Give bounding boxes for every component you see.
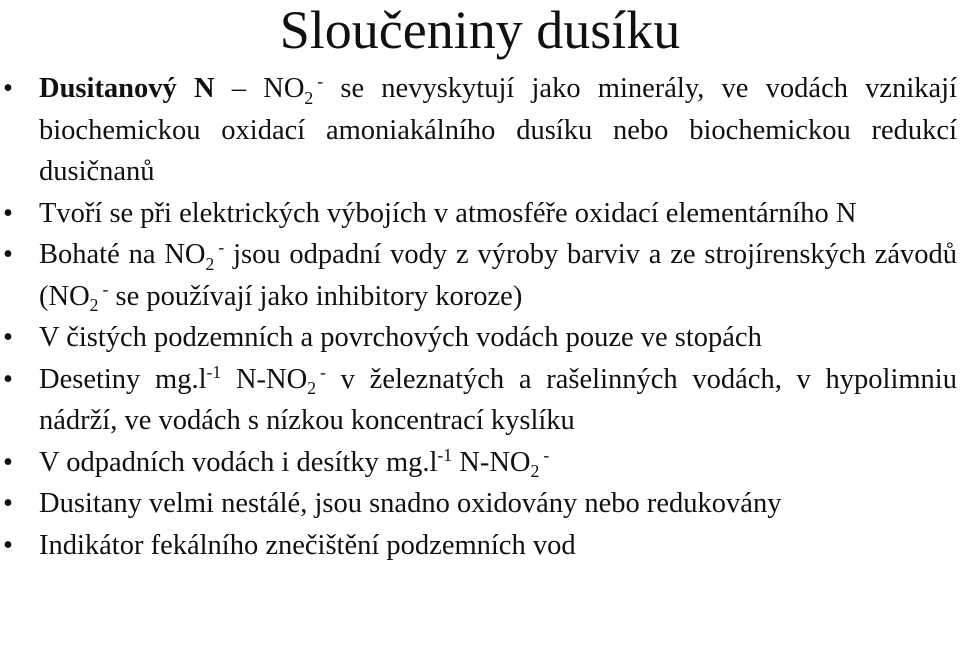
bullet-text: V odpadních vodách i desítky mg.l — [39, 446, 438, 478]
subscript: 2 — [307, 378, 317, 399]
bullet-text: Desetiny mg.l — [39, 363, 207, 395]
bullet-item-nestale — [0, 483, 960, 525]
bullet-item-odpadni-vody — [0, 234, 960, 317]
superscript: -1 — [206, 361, 222, 382]
bullet-text: Bohaté na NO — [39, 239, 206, 270]
superscript: - — [218, 237, 225, 258]
bullet-icon: • — [3, 529, 13, 561]
bullet-text: N-NO — [221, 363, 308, 395]
subscript: 2 — [304, 87, 314, 108]
bullet-icon: • — [3, 363, 13, 395]
bullet-icon: • — [3, 73, 13, 104]
bullet-text: N-NO — [452, 446, 531, 478]
subscript: 2 — [89, 295, 99, 316]
bullet-text: v železnatých a rašelinných vodách, v hypolimniu nádrží, ve vodách s nízkou koncentrací kyslíku — [39, 363, 957, 436]
bullet-text: V čistých podzemních a povrchových vodách pouze ve stopách — [39, 322, 762, 353]
subscript: 2 — [205, 253, 215, 274]
term-dusitanovy-n: Dusitanový N — [39, 73, 215, 104]
bullet-icon: • — [3, 488, 13, 519]
bullet-item-ciste-vody — [0, 317, 960, 359]
subscript: 2 — [530, 461, 540, 482]
superscript: - — [317, 71, 324, 92]
bullet-text: – NO — [214, 73, 305, 104]
bullet-list — [0, 68, 960, 566]
superscript: -1 — [437, 444, 453, 465]
bullet-item-indikator — [0, 525, 960, 567]
bullet-item-desitky — [0, 442, 960, 484]
bullet-icon: • — [3, 446, 13, 478]
superscript: - — [543, 444, 550, 465]
superscript: - — [320, 361, 326, 382]
bullet-text: se nevyskytují jako minerály, ve vodách vznikají biochemickou oxidací amoniakálního dusíku nebo biochemickou redukcí dusičnanů — [39, 73, 957, 187]
bullet-text: Tvoří se při elektrických výbojích v atmosféře oxidací elementárního N — [39, 197, 857, 229]
bullet-item-vyboje — [0, 193, 960, 235]
bullet-icon: • — [3, 322, 13, 353]
bullet-text: se používají jako inhibitory koroze) — [108, 280, 523, 312]
superscript: - — [102, 278, 109, 299]
bullet-icon: • — [3, 239, 13, 270]
bullet-icon: • — [3, 197, 13, 229]
bullet-item-desetiny — [0, 359, 960, 442]
slide-title: Sloučeniny dusíku — [279, 0, 681, 60]
bullet-text: jsou odpadní vody z výroby barviv a ze strojírenských závodů (NO — [39, 239, 957, 312]
bullet-text: Indikátor fekálního znečištění podzemních vod — [39, 529, 576, 561]
bullet-item-dusitanovy-n — [0, 68, 960, 193]
bullet-text: Dusitany velmi nestálé, jsou snadno oxidovány nebo redukovány — [39, 488, 782, 519]
